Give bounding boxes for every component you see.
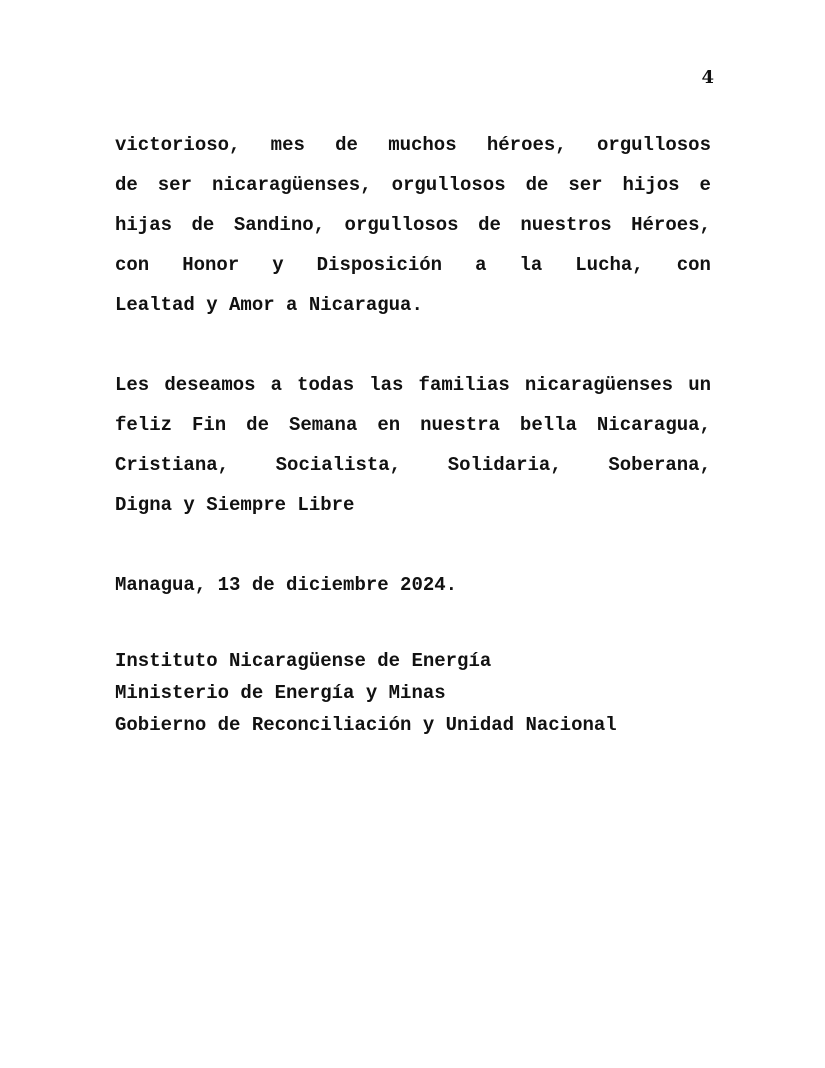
word: hijos bbox=[622, 174, 680, 196]
paragraph-line: Lealtad y Amor a Nicaragua. bbox=[115, 294, 423, 316]
dateline-text: Managua, 13 de diciembre 2024. bbox=[115, 574, 458, 596]
word: de bbox=[246, 414, 269, 436]
word: de bbox=[191, 214, 215, 236]
word: Cristiana, bbox=[115, 454, 230, 476]
word: en bbox=[377, 414, 401, 436]
word: Sandino, bbox=[233, 214, 326, 236]
word: la bbox=[519, 254, 543, 276]
dateline bbox=[115, 565, 711, 605]
paragraph-spacer bbox=[115, 325, 711, 365]
paragraph-line bbox=[115, 445, 711, 485]
word: hijas bbox=[115, 214, 173, 236]
word: orgullosos bbox=[596, 134, 711, 156]
paragraph-closing-tribute bbox=[115, 125, 711, 325]
word: Solidaria, bbox=[447, 454, 562, 476]
word: nicaragüenses bbox=[524, 374, 674, 396]
word: bella bbox=[519, 414, 577, 436]
word: muchos bbox=[388, 134, 457, 156]
word: Les bbox=[115, 374, 150, 396]
word: a bbox=[475, 254, 487, 276]
word: ser bbox=[568, 174, 603, 196]
paragraph-line bbox=[115, 165, 711, 205]
paragraph-weekend-wishes bbox=[115, 365, 711, 525]
word: Honor bbox=[182, 254, 240, 276]
word: Nicaragua, bbox=[596, 414, 711, 436]
paragraph-line bbox=[115, 205, 711, 245]
word: nuestra bbox=[420, 414, 500, 436]
word: las bbox=[369, 374, 404, 396]
document-body bbox=[115, 125, 711, 741]
word: Lucha, bbox=[575, 254, 644, 276]
paragraph-spacer bbox=[115, 605, 711, 645]
word: de bbox=[525, 174, 549, 196]
word: e bbox=[699, 174, 711, 196]
word: a bbox=[270, 374, 283, 396]
word: Soberana, bbox=[608, 454, 711, 476]
paragraph-line: Digna y Siempre Libre bbox=[115, 494, 355, 516]
paragraph-line bbox=[115, 405, 711, 445]
paragraph-line bbox=[115, 125, 711, 165]
word: familias bbox=[418, 374, 510, 396]
paragraph-line bbox=[115, 245, 711, 285]
word: victorioso, bbox=[115, 134, 241, 156]
word: todas bbox=[297, 374, 355, 396]
signature-block bbox=[115, 645, 711, 741]
word: Héroes, bbox=[631, 214, 711, 236]
word: Disposición bbox=[316, 254, 443, 276]
word: héroes, bbox=[486, 134, 567, 156]
word: deseamos bbox=[164, 374, 256, 396]
word: Fin bbox=[191, 414, 227, 436]
word: ser bbox=[157, 174, 192, 196]
word: un bbox=[688, 374, 711, 396]
word: orgullosos bbox=[344, 214, 459, 236]
signature-institute: Instituto Nicaragüense de Energía bbox=[115, 650, 492, 672]
word: Semana bbox=[288, 414, 358, 436]
word: nuestros bbox=[520, 214, 612, 236]
word: con bbox=[115, 254, 150, 276]
word: de bbox=[115, 174, 138, 196]
signature-ministry: Ministerio de Energía y Minas bbox=[115, 682, 446, 704]
word: orgullosos bbox=[391, 174, 506, 196]
page-number: 4 bbox=[701, 67, 714, 88]
word: feliz bbox=[115, 414, 173, 436]
word: mes bbox=[270, 134, 305, 156]
signature-government: Gobierno de Reconciliación y Unidad Nacional bbox=[115, 714, 617, 736]
word: y bbox=[272, 254, 284, 276]
word: de bbox=[478, 214, 501, 236]
paragraph-line bbox=[115, 365, 711, 405]
word: de bbox=[335, 134, 358, 156]
paragraph-spacer bbox=[115, 525, 711, 565]
word: Socialista, bbox=[275, 454, 402, 476]
word: con bbox=[676, 254, 711, 276]
word: nicaragüenses, bbox=[211, 174, 372, 196]
